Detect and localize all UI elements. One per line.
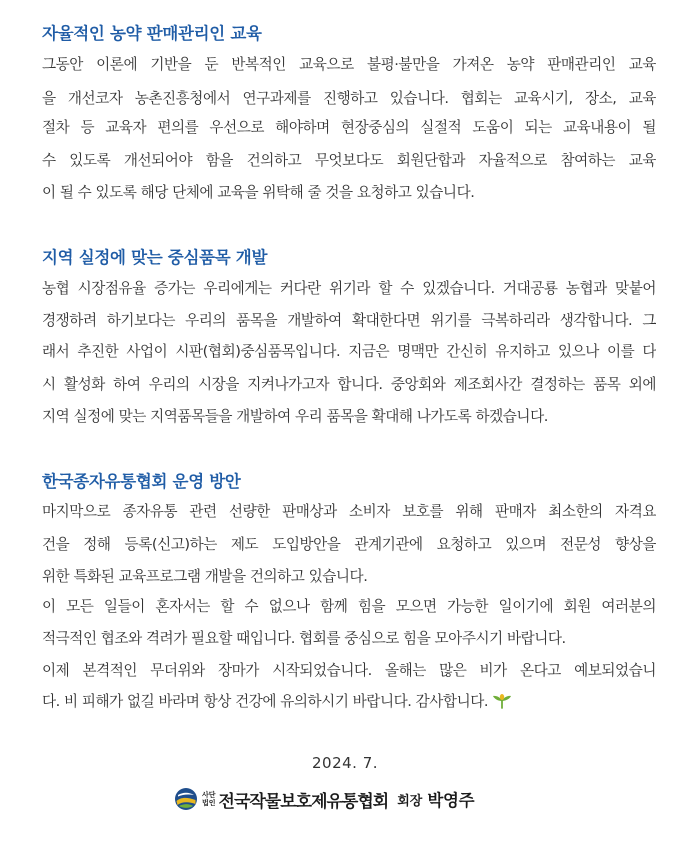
section-1-line-1: 그동안 이론에 기반을 둔 반복적인 교육으로 불평·불만을 가져온 농약 판매관리인 교육 (42, 56, 656, 73)
organization-name: 전국작물보호제유통협회 (218, 791, 389, 812)
section-3-line-1: 마지막으로 종자유통 관련 선량한 판매상과 소비자 보호를 위해 판매자 최소한의 자격요 (42, 503, 656, 520)
signer-name: 박영주 (427, 791, 475, 810)
section-heading-1: 자율적인 농약 판매관리인 교육 (42, 24, 262, 43)
signature-block (174, 784, 474, 814)
sprout-icon (492, 693, 512, 713)
section-3-line-7 (42, 690, 512, 713)
signer-title: 회장 (397, 793, 423, 809)
section-heading-2: 지역 실정에 맞는 중심품목 개발 (42, 248, 268, 267)
section-2-line-4: 시 활성화 하여 우리의 시장을 지켜나가고자 합니다. 중앙회와 제조회사간 결정하는 품목 외에 (42, 376, 656, 393)
section-2-line-5: 지역 실정에 맞는 지역품목들을 개발하여 우리 품목을 확대해 나가도록 하겠습니다. (42, 408, 548, 425)
section-3-line-3: 위한 특화된 교육프로그램 개발을 건의하고 있습니다. (42, 568, 368, 585)
section-2-line-3: 래서 추진한 사업이 시판(협회)중심품목입니다. 지금은 명맥만 간신히 유지하고 있으나 이를 다 (42, 343, 656, 360)
corporation-type-bottom: 법인 (202, 799, 216, 807)
section-3-line-4: 이 모든 일들이 혼자서는 할 수 없으나 함께 힘을 모으면 가능한 일이기에 회원 여러분의 (42, 598, 656, 615)
section-3-line-7-text: 다. 비 피해가 없길 바라며 항상 건강에 유의하시기 바랍니다. 감사합니다. (42, 693, 489, 710)
section-heading-3: 한국종자유통협회 운영 방안 (42, 472, 241, 491)
section-1-line-4: 수 있도록 개선되어야 함을 건의하고 무엇보다도 회원단합과 자율적으로 참여하는 교육 (42, 152, 656, 169)
section-2-line-1: 농협 시장점유율 증가는 우리에게는 커다란 위기라 할 수 있겠습니다. 거대공룡 농협과 맞붙어 (42, 280, 656, 297)
section-3-line-5: 적극적인 협조와 격려가 필요할 때입니다. 협회를 중심으로 힘을 모아주시기 바랍니다. (42, 630, 566, 647)
section-1-line-3: 절차 등 교육자 편의를 우선으로 해야하며 현장중심의 실절적 도움이 되는 교육내용이 될 (42, 119, 656, 136)
letter-date: 2024. 7. (311, 754, 379, 772)
section-1-line-2: 을 개선코자 농촌진흥청에서 연구과제를 진행하고 있습니다. 협회는 교육시기, 장소, 교육 (42, 90, 656, 107)
corporation-type-top: 사단 (202, 791, 216, 799)
section-3-line-2: 건을 정해 등록(신고)하는 제도 도입방안을 관계기관에 요청하고 있으며 전문성 향상을 (42, 536, 656, 553)
corporation-type (202, 791, 216, 807)
section-1-line-5: 이 될 수 있도록 해당 단체에 교육을 위탁해 줄 것을 요청하고 있습니다. (42, 184, 475, 201)
org-logo-icon (174, 787, 198, 811)
section-2-line-2: 경쟁하려 하기보다는 우리의 품목을 개발하여 확대한다면 위기를 극복하리라 생각합니다. 그 (42, 312, 656, 329)
section-3-line-6: 이제 본격적인 무더위와 장마가 시작되었습니다. 올해는 많은 비가 온다고 예보되었습니 (42, 662, 656, 679)
